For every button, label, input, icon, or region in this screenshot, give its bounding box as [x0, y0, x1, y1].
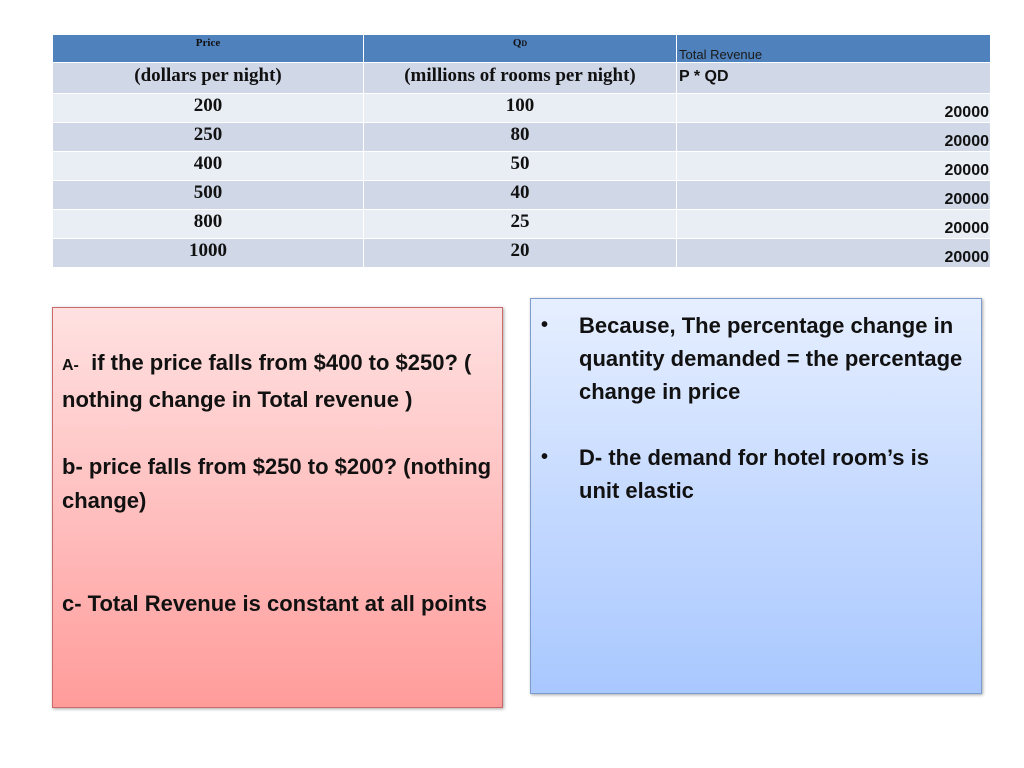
cell-quantity: 50 [364, 152, 677, 181]
cell-revenue: 20000 [677, 239, 991, 268]
explanation-text: D- the demand for hotel room’s is unit elastic [579, 445, 929, 503]
table-row [53, 239, 991, 268]
question-a-label: A- [62, 357, 79, 374]
table-row [53, 123, 991, 152]
cell-quantity: 100 [364, 94, 677, 123]
list-item [539, 309, 963, 408]
table-row [53, 210, 991, 239]
question-b: b- price falls from $250 to $200? (nothing change) [62, 454, 492, 513]
cell-price: 1000 [53, 239, 364, 268]
table-row [53, 181, 991, 210]
cell-quantity: 40 [364, 181, 677, 210]
header-price: Price [53, 35, 364, 63]
bullet-icon: • [541, 446, 549, 468]
question-a-text: if the price falls from $400 to $250? ( nothing change in Total revenue ) [62, 350, 472, 412]
cell-price: 800 [53, 210, 364, 239]
cell-quantity: 25 [364, 210, 677, 239]
cell-revenue: 20000 [677, 152, 991, 181]
units-price: (dollars per night) [53, 63, 364, 94]
cell-quantity: 20 [364, 239, 677, 268]
explanation-text: Because, The percentage change in quantity demanded = the percentage change in price [579, 313, 963, 404]
questions-box [52, 307, 503, 708]
units-quantity: (millions of rooms per night) [364, 63, 677, 94]
question-c: c- Total Revenue is constant at all points [62, 591, 488, 616]
header-qd-main: Q [512, 37, 522, 49]
cell-price: 500 [53, 181, 364, 210]
header-total-revenue: Total Revenue [677, 35, 991, 63]
table-header-row [53, 35, 991, 63]
demand-table [52, 34, 991, 268]
table-row [53, 94, 991, 123]
explanation-list [539, 309, 963, 507]
table-units-row [53, 63, 991, 94]
cell-revenue: 20000 [677, 181, 991, 210]
bullet-icon: • [541, 314, 549, 336]
header-qd-sub: D [521, 39, 528, 48]
cell-price: 400 [53, 152, 364, 181]
cell-quantity: 80 [364, 123, 677, 152]
cell-revenue: 20000 [677, 123, 991, 152]
units-revenue-formula: P * QD [677, 63, 991, 94]
question-a [62, 346, 492, 417]
cell-price: 250 [53, 123, 364, 152]
cell-revenue: 20000 [677, 210, 991, 239]
table-row [53, 152, 991, 181]
cell-price: 200 [53, 94, 364, 123]
explanation-box [530, 298, 982, 694]
list-item [539, 441, 963, 507]
header-quantity-demanded [364, 35, 677, 63]
cell-revenue: 20000 [677, 94, 991, 123]
